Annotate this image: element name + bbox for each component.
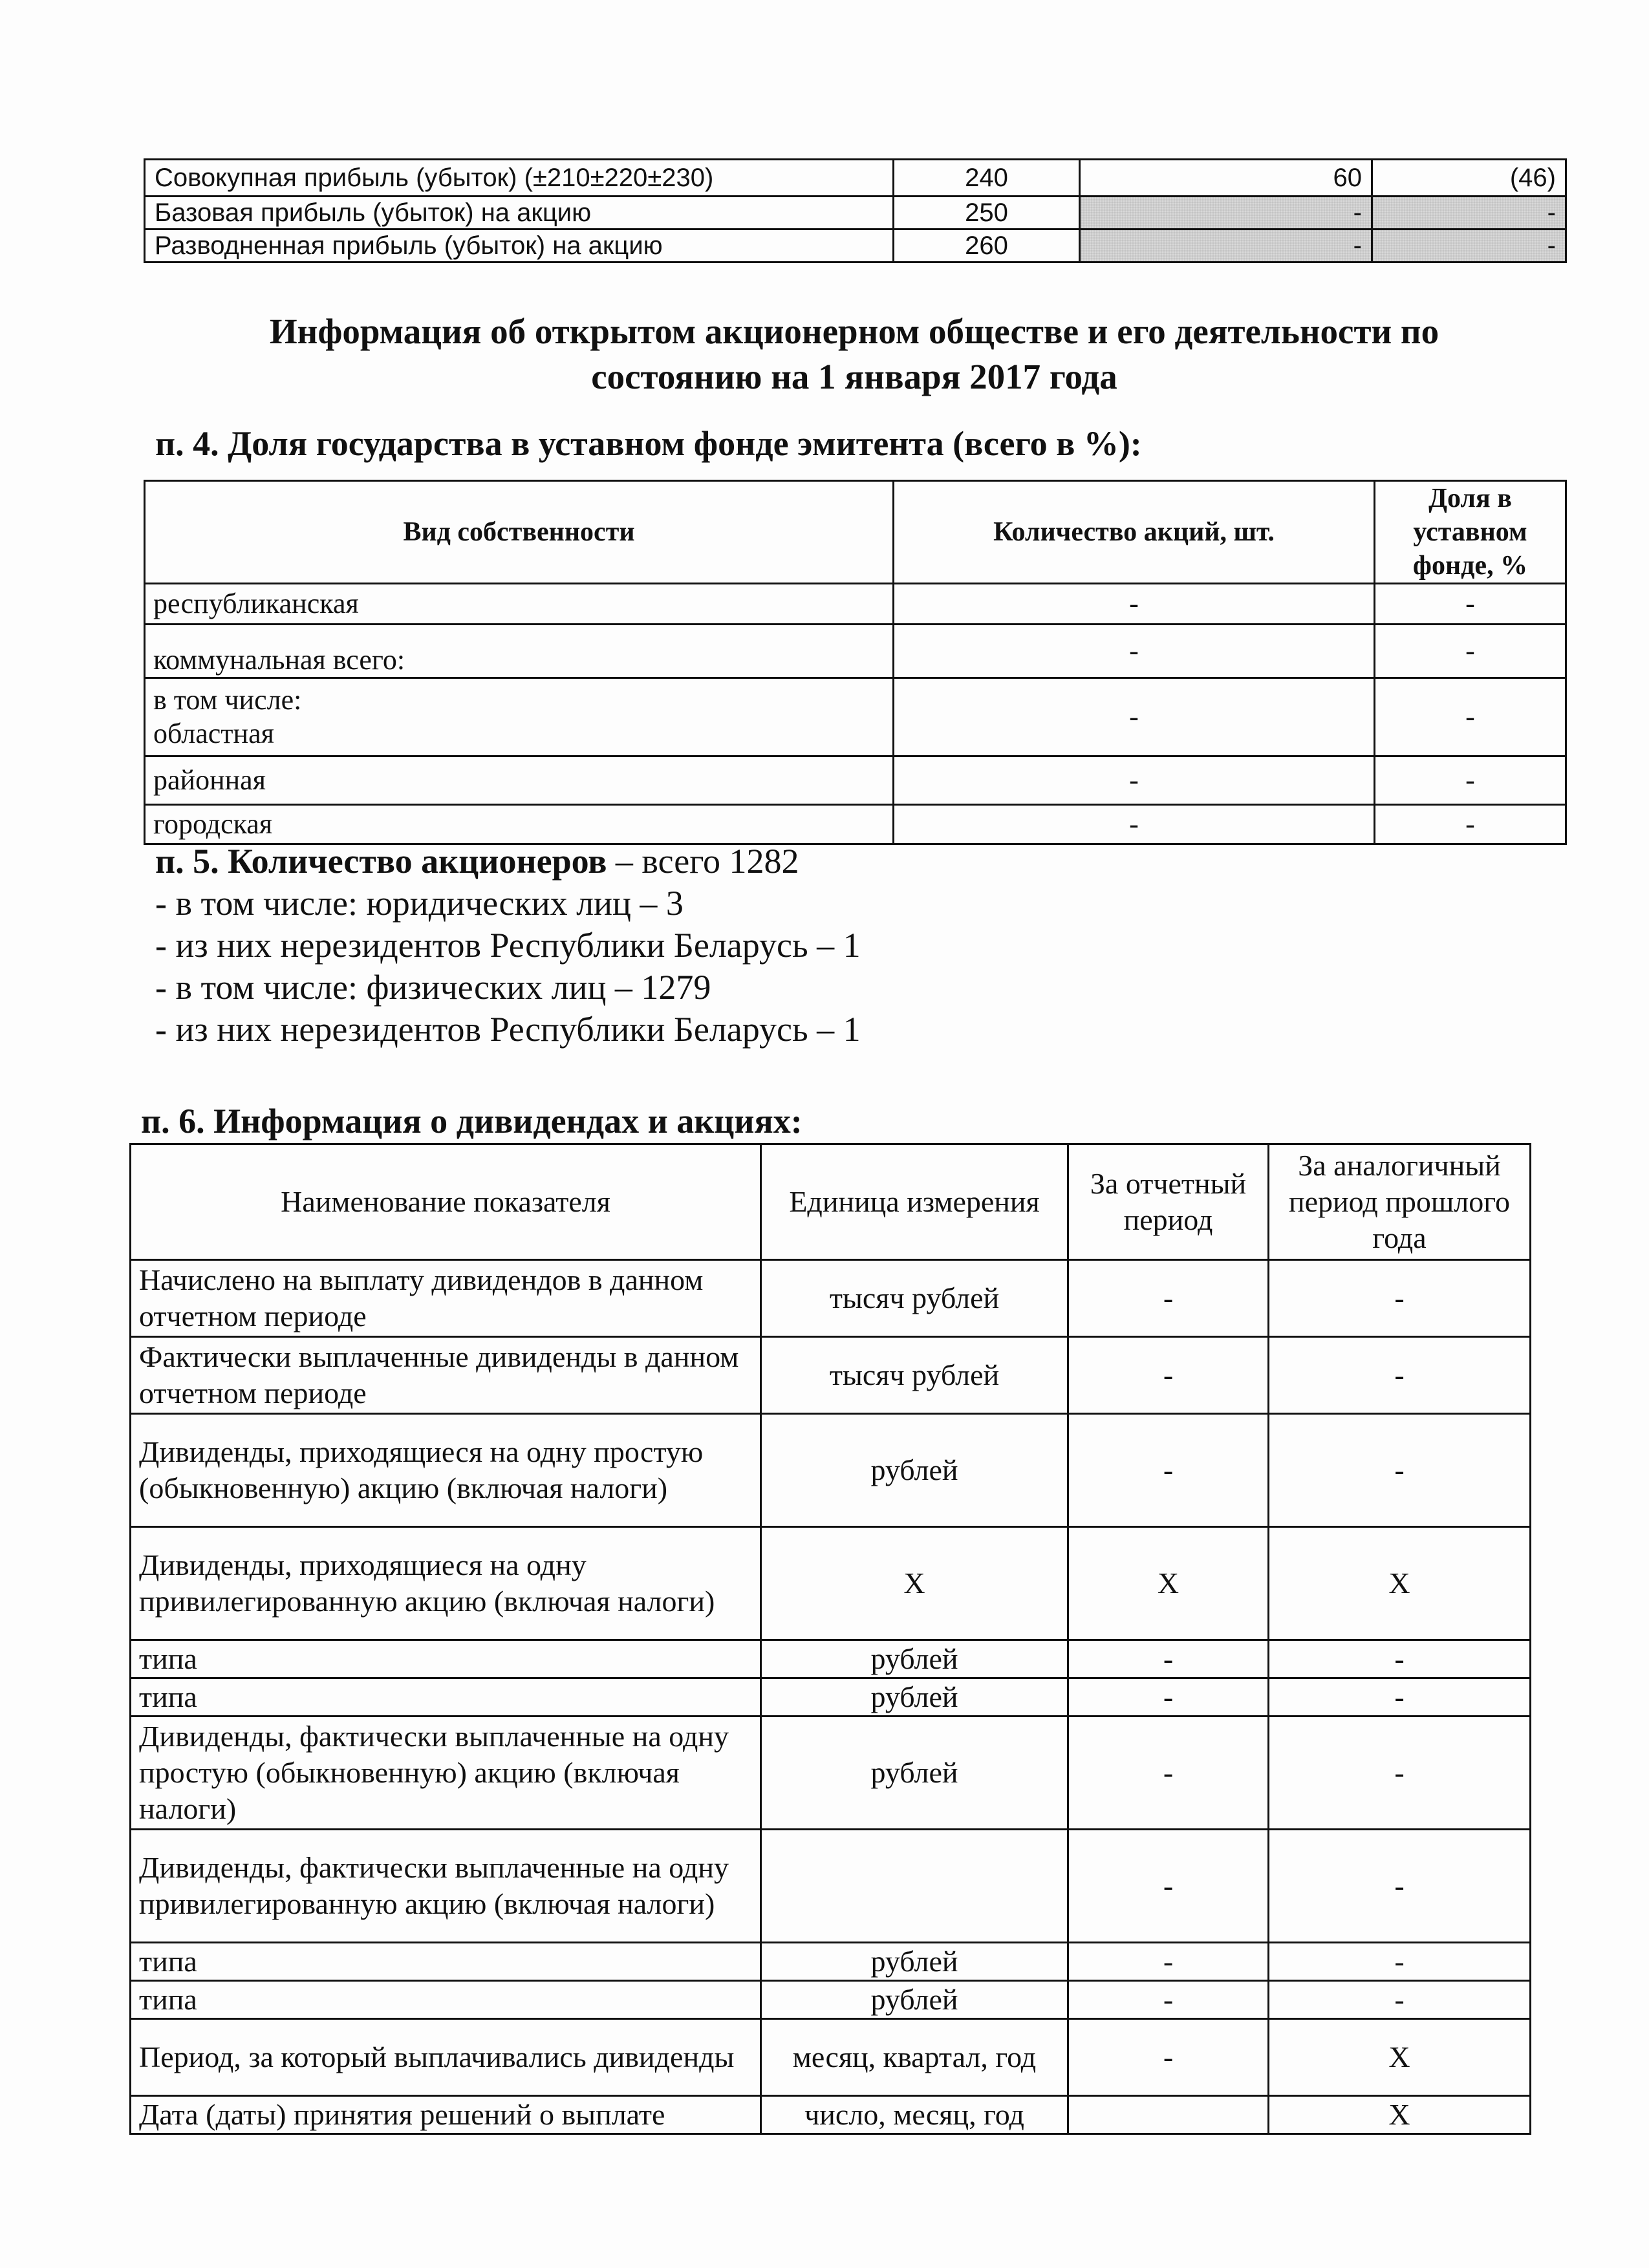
unit: рублей <box>761 1717 1068 1830</box>
previous-value: X <box>1269 2096 1531 2134</box>
column-header-unit: Единица измерения <box>761 1144 1068 1260</box>
shares-count: - <box>894 805 1375 844</box>
table-row <box>145 625 1566 678</box>
ownership-type-line-2: областная <box>153 718 274 749</box>
previous-value: (46) <box>1372 160 1566 197</box>
column-header-ownership-type: Вид собственности <box>145 481 894 584</box>
previous-value: - <box>1269 1414 1531 1527</box>
column-header-share-percent: Доля в уставном фонде, % <box>1375 481 1566 584</box>
previous-value: - <box>1269 1640 1531 1678</box>
row-code: 250 <box>894 197 1080 230</box>
shares-count: - <box>894 678 1375 756</box>
share-percent: - <box>1375 625 1566 678</box>
row-label: Совокупная прибыль (убыток) (±210±220±230) <box>145 160 894 197</box>
table-row <box>131 1830 1531 1943</box>
current-value: 60 <box>1080 160 1372 197</box>
previous-value: - <box>1269 1981 1531 2019</box>
share-percent: - <box>1375 805 1566 844</box>
unit: рублей <box>761 1678 1068 1717</box>
table-header-row <box>145 481 1566 584</box>
table-row <box>131 1337 1531 1414</box>
ownership-type: районная <box>145 756 894 805</box>
unit <box>761 1830 1068 1943</box>
current-value: - <box>1068 1260 1269 1337</box>
indicator-name: типа <box>131 1678 761 1717</box>
indicator-name: Период, за который выплачивались дивиденды <box>131 2019 761 2096</box>
indicator-name: Дивиденды, фактически выплаченные на одну привилегированную акцию (включая налоги) <box>131 1830 761 1943</box>
dividends-table <box>129 1143 1531 2135</box>
financial-results-table <box>144 158 1567 263</box>
title-line-1: Информация об открытом акционерном обществе и его деятельности по <box>269 312 1439 351</box>
column-header-indicator: Наименование показателя <box>131 1144 761 1260</box>
indicator-name: Дивиденды, приходящиеся на одну привилегированную акцию (включая налоги) <box>131 1527 761 1640</box>
unit: рублей <box>761 1981 1068 2019</box>
previous-value: - <box>1269 1337 1531 1414</box>
previous-value: - <box>1269 1717 1531 1830</box>
row-label: Разводненная прибыль (убыток) на акцию <box>145 230 894 262</box>
current-value: - <box>1068 1640 1269 1678</box>
unit: число, месяц, год <box>761 2096 1068 2134</box>
shares-count: - <box>894 625 1375 678</box>
previous-value: X <box>1269 1527 1531 1640</box>
shareholders-section <box>155 840 861 1051</box>
shareholders-legal-nonresidents: - из них нерезидентов Республики Беларусь – 1 <box>155 926 861 965</box>
ownership-type: республиканская <box>145 584 894 625</box>
table-row <box>145 805 1566 844</box>
row-code: 240 <box>894 160 1080 197</box>
table-row <box>145 678 1566 756</box>
previous-value: - <box>1372 230 1566 262</box>
current-value: - <box>1068 2019 1269 2096</box>
shareholders-legal-entities: - в том числе: юридических лиц – 3 <box>155 884 684 923</box>
state-share-table <box>144 480 1567 845</box>
column-header-shares-count: Количество акций, шт. <box>894 481 1375 584</box>
unit: тысяч рублей <box>761 1337 1068 1414</box>
table-row <box>145 756 1566 805</box>
current-value: - <box>1068 1943 1269 1981</box>
indicator-name: Фактически выплаченные дивиденды в данном отчетном периоде <box>131 1337 761 1414</box>
shareholders-individuals: - в том числе: физических лиц – 1279 <box>155 968 711 1007</box>
unit: X <box>761 1527 1068 1640</box>
current-value: X <box>1068 1527 1269 1640</box>
previous-value: - <box>1269 1830 1531 1943</box>
share-percent: - <box>1375 678 1566 756</box>
table-row <box>131 1527 1531 1640</box>
table-header-row <box>131 1144 1531 1260</box>
previous-value: X <box>1269 2019 1531 2096</box>
table-row <box>131 1943 1531 1981</box>
table-row <box>145 197 1566 230</box>
row-code: 260 <box>894 230 1080 262</box>
section-5-heading-bold: п. 5. Количество акционеров <box>155 842 607 881</box>
ownership-type: коммунальная всего: <box>145 625 894 678</box>
indicator-name: типа <box>131 1981 761 2019</box>
table-row <box>145 160 1566 197</box>
shares-count: - <box>894 584 1375 625</box>
current-value: - <box>1080 230 1372 262</box>
row-label: Базовая прибыль (убыток) на акцию <box>145 197 894 230</box>
previous-value: - <box>1269 1678 1531 1717</box>
page-title <box>144 309 1565 400</box>
section-6-heading: п. 6. Информация о дивидендах и акциях: <box>141 1102 803 1140</box>
table-row <box>145 584 1566 625</box>
indicator-name: Дата (даты) принятия решений о выплате <box>131 2096 761 2134</box>
table-row <box>131 2096 1531 2134</box>
current-value: - <box>1068 1337 1269 1414</box>
unit: рублей <box>761 1640 1068 1678</box>
table-row <box>131 1640 1531 1678</box>
title-line-2: состоянию на 1 января 2017 года <box>591 357 1117 396</box>
unit: месяц, квартал, год <box>761 2019 1068 2096</box>
current-value: - <box>1068 1981 1269 2019</box>
ownership-type: городская <box>145 805 894 844</box>
current-value: - <box>1080 197 1372 230</box>
indicator-name: Дивиденды, фактически выплаченные на одну простую (обыкновенную) акцию (включая налоги) <box>131 1717 761 1830</box>
indicator-name: типа <box>131 1640 761 1678</box>
section-5-heading <box>155 840 861 883</box>
shareholders-individual-nonresidents: - из них нерезидентов Республики Беларусь – 1 <box>155 1010 861 1049</box>
previous-value: - <box>1372 197 1566 230</box>
table-row <box>131 2019 1531 2096</box>
table-row <box>131 1414 1531 1527</box>
current-value <box>1068 2096 1269 2134</box>
table-row <box>131 1678 1531 1717</box>
section-4-heading: п. 4. Доля государства в уставном фонде эмитента (всего в %): <box>155 424 1142 463</box>
indicator-name: типа <box>131 1943 761 1981</box>
unit: тысяч рублей <box>761 1260 1068 1337</box>
shareholders-total: – всего 1282 <box>607 842 799 881</box>
table-row <box>131 1717 1531 1830</box>
table-row <box>145 230 1566 262</box>
previous-value: - <box>1269 1260 1531 1337</box>
current-value: - <box>1068 1678 1269 1717</box>
current-value: - <box>1068 1830 1269 1943</box>
shares-count: - <box>894 756 1375 805</box>
indicator-name: Начислено на выплату дивидендов в данном отчетном периоде <box>131 1260 761 1337</box>
share-percent: - <box>1375 756 1566 805</box>
current-value: - <box>1068 1717 1269 1830</box>
column-header-current-period: За отчетный период <box>1068 1144 1269 1260</box>
ownership-type-line-1: в том числе: <box>153 684 302 716</box>
previous-value: - <box>1269 1943 1531 1981</box>
unit: рублей <box>761 1943 1068 1981</box>
ownership-type <box>145 678 894 756</box>
share-percent: - <box>1375 584 1566 625</box>
table-row <box>131 1981 1531 2019</box>
unit: рублей <box>761 1414 1068 1527</box>
indicator-name: Дивиденды, приходящиеся на одну простую (обыкновенную) акцию (включая налоги) <box>131 1414 761 1527</box>
table-row <box>131 1260 1531 1337</box>
column-header-previous-period: За аналогичный период прошлого года <box>1269 1144 1531 1260</box>
current-value: - <box>1068 1414 1269 1527</box>
